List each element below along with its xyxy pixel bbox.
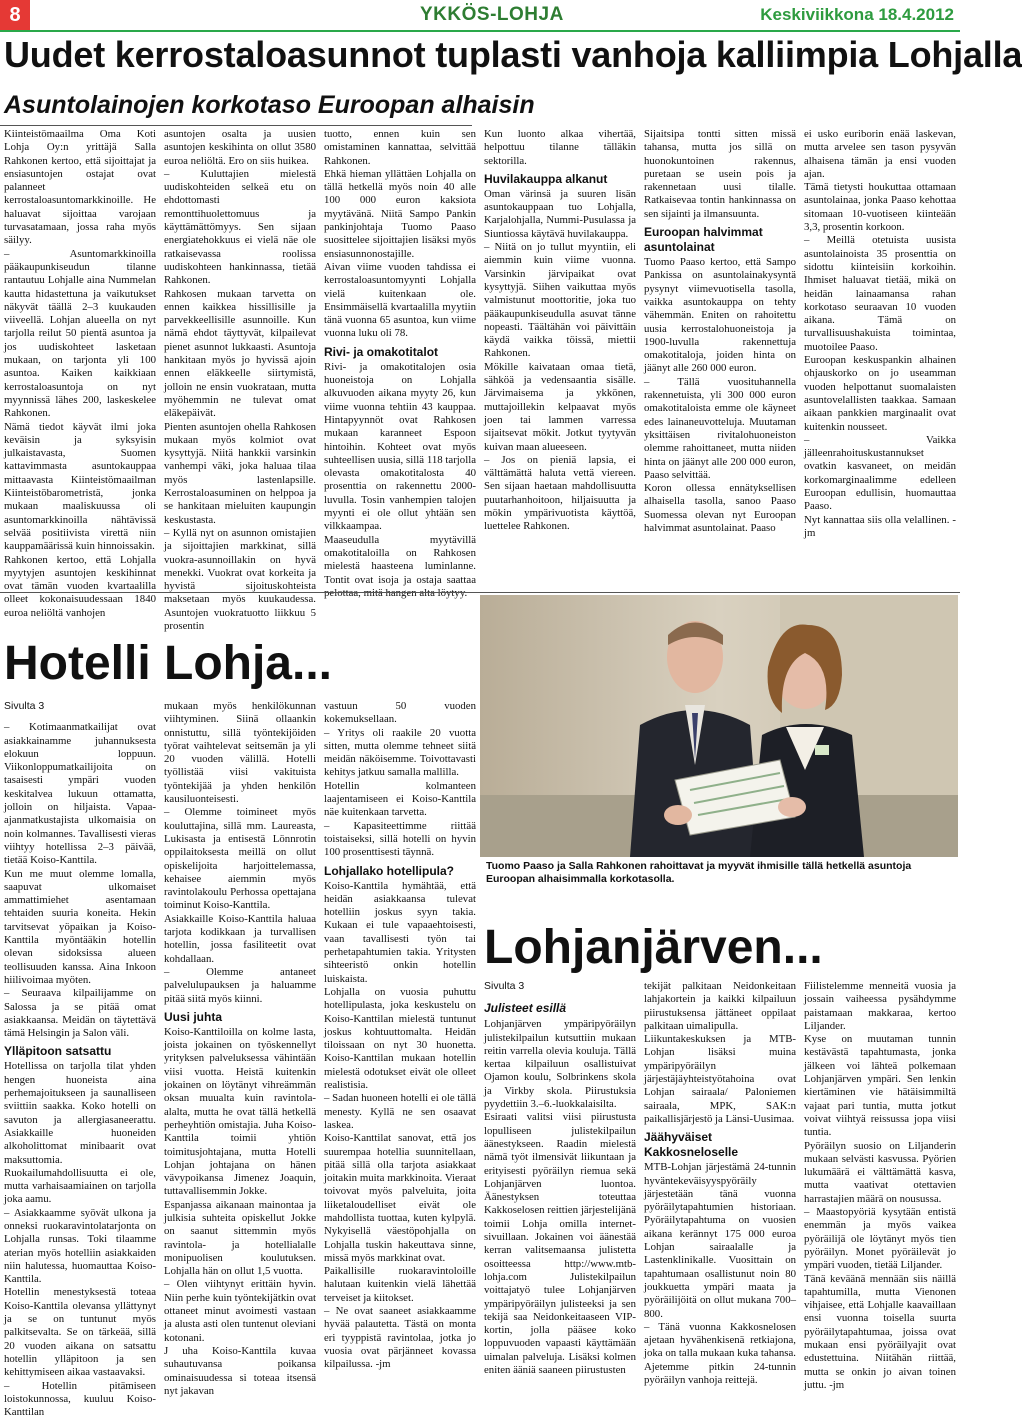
page-number: 8 — [0, 0, 30, 30]
article-paragraph: – Vaikka jälleenrahoituskustannukset ovatkin kasvaneet, on meidän korkomarginaalimme edelleen Euroopan edullisin, huomauttaa Paaso. — [804, 433, 956, 513]
article-paragraph: – Kyllä nyt on asunnon omistajien ja sijoittajien markkinat, sillä vuokra-asunnoillakin on hyvä menekki. Vuokrat ovat korkeita ja hyvistä sijoituskohteista maksetaan myös kuukaudessa. Asuntojen vuokratuotto liikkuu 5 prosentin — [164, 526, 316, 632]
article-headline: Uudet kerrostaloasunnot tuplasti vanhoja kalliimpia Lohjalla — [4, 34, 1022, 75]
article-subheading: Euroopan halvimmat asuntolainat — [644, 225, 763, 255]
lohjanjarven-column-3 — [804, 980, 956, 1390]
article-paragraph: Koiso-Kanttiloilla on kolme lasta, joista jokainen on työskennellyt yrityksen palveluksessa vähintään viisi vuotta. Heistä kuitenkin jokainen on löytänyt vihreämmän oksan muualta kuin ravintola-alalta, mutta he ovat tällä hetkellä perheyhtiön omistajia. Juha Koiso-Kanttila toimii yhtiön toimitusjohtajana, mutta Hotelli Lohjan johtajana on hänen vävypoikansa Jimenez Joaquin, tuttavallisemmin Jokke. — [164, 1025, 316, 1198]
article-paragraph: – Asiakkaamme syövät ulkona ja onneksi ruokaravintolatarjonta on Lohjalla runsas. Toki tilaamme aterian myös hotelliin asiakkaiden niin halutessa, huomauttaa Koiso-Kanttila. — [4, 1206, 156, 1286]
article-paragraph: Kun luonto alkaa vihertää, helpottuu tilanne tälläkin sektorilla. — [484, 128, 636, 167]
article-paragraph: asuntojen osalta ja uusien asuntojen keskihinta on ollut 3580 euroa neliöltä. Ero on siis huikea. — [164, 128, 316, 167]
hotelli-column-2 — [164, 700, 316, 1397]
divider — [0, 592, 960, 593]
article-paragraph: Hotellissa on tarjolla tilat yhden hengen huoneista aina perhemajoitukseen ja saunalliseen sviittiin saakka. Koko hotelli on savuton ja allergiasaneerattu. Asiakkaille huoneiden alkoholittomat minibaarit ovat maksuttomia. Ruokailumahdollisuutta ei ole, mutta varhaisaamiainen on tarjolla joka aamu. — [4, 1060, 156, 1206]
continuation-label: Sivulta 3 — [484, 980, 525, 992]
article-paragraph: Pienten asuntojen ohella Rahkosen mukaan myös kolmiot ovat kysyttyjä. Niitä hankkii varsinkin vanhempi väki, joka haluaa tilaa myös lastenlapsille. Kerrostaloasuminen on helppoa ja se hankitaan mieluiten kaupungin keskustasta. — [164, 420, 316, 526]
article-subheading: Lohjallako hotellipula? — [324, 863, 455, 878]
article-paragraph: – Maastopyöriä kysytään entistä enemmän ja myös vaikea pyöräilijä ole löytänyt myös tien pyöräilyn. Monet pyöräilevät jo ympäri vuoden, tietää Liljander. — [804, 1206, 956, 1272]
article-paragraph: Mökille kaivataan omaa tietä, sähköä ja vedensaantia sisälle. Järvimaisema ja ykkönen, muttajoillekin kelpaavat myös joen tai lammen varressa sijaitsevat mökit. Jotkut tyytyvän kuivan maan alueeseen. — [484, 360, 636, 453]
lohjanjarven-headline: Lohjanjärven... — [484, 921, 823, 974]
article-paragraph: – Sadan huoneen hotelli ei ole tällä menesty. Kyllä ne sen osaavat laskea. — [324, 1092, 476, 1131]
article-paragraph: – Kapasiteettimme riittää toistaiseksi, sillä hotelli on hyvin 100 prosenttisesti täynnä. — [324, 819, 476, 859]
article-paragraph: Koiso-Kanttilat sanovat, että jos suurempaa hotellia suunnitellaan, pitää sillä olla tarjota asiakkaat joitakin muita markkinoita. Vieraat toivovat myös palveluita, joita liiketaloudelliset eivät ole mahdollista tuottaa, kuten kylpylä. Nykyisellä väestöpohjalla on Lohjalla tuskin hakeuttava sinne, missä myös markkinat ovat. — [324, 1132, 476, 1264]
article-paragraph: – Olen viihtynyt erittäin hyvin. Niin perhe kuin työntekijätkin ovat ottaneet minut avoimesti vastaan ja alusta asti olen tuntenut oleviani kotonani. — [164, 1278, 316, 1344]
article-paragraph: – Olemme antaneet palvelulupauksen ja haluamme pitää siitä myös kiinni. — [164, 965, 316, 1005]
news-photo — [480, 595, 958, 857]
article-paragraph: – Hotellin pitämiseen loistokunnossa, kuuluu Koiso-Kanttilan — [4, 1379, 156, 1419]
article-column-6 — [804, 128, 956, 588]
article-subheading: Uusi juhta — [164, 1009, 223, 1024]
article-paragraph: Tänä keväänä mennään siis näillä tapahtumilla, mutta Vienonen vihjaisee, että Lohjalle kaavaillaan ensi vuonna toisella suurta pyöräilytapahtumaa, joissa ovat mukaan ensi pyöräilyajit ovat edustettuina. Niitähän riittää, mutta se onkin jo aivan toinen juttu. -jm — [804, 1272, 956, 1391]
article-subheading: Ylläpitoon satsattu — [4, 1044, 112, 1059]
issue-date: Keskiviikkona 18.4.2012 — [760, 5, 954, 24]
article-paragraph: J uha Koiso-Kanttila kuvaa suhautuvansa poikansa ominaisuudessa si toteaa itsensä nyt jakavan — [164, 1344, 316, 1397]
continuation-label: Sivulta 3 — [4, 700, 45, 712]
article-paragraph: Koiso-Kanttila hymähtää, että heidän asiakkaansa tulevat hotelliin joskus syyn takia. Kukaan ei tule vapaaehtoisesti, vaan tavallisesti työn tai perhetapahtumien takia. Yritysten sihteeristö onkin hotellin luiskaista. — [324, 879, 476, 985]
article-column-2 — [164, 128, 316, 632]
article-paragraph: Asiakkaille Koiso-Kanttila haluaa tarjota kodikkaan ja turvallisen hotellin, jossa fasiliteetit ovat kohdallaan. — [164, 912, 316, 965]
article-subheadline: Asuntolainojen korkotaso Euroopan alhaisin — [4, 91, 535, 119]
article-paragraph: Aivan viime vuoden tahdissa ei kerrostaloasuntomyynti Lohjalla vielä kuitenkaan ole. Ensimmäisellä kvartaalilla myytiin tänä vuonna 65 asuntoa, kun viime vuonna luku oli 78. — [324, 260, 476, 340]
article-paragraph: Fiilistelemme menneitä vuosia ja jossain vaiheessa pysähdymme paistamaan makkaraa, kertoo Liljander. — [804, 980, 956, 1032]
article-subheading: Rivi- ja omakotitalot — [324, 344, 439, 359]
article-paragraph: – Meillä otetuista uusista asuntolainoista 35 prosenttia on sidottu kiinteisiin korkoihin. Ihmiset haluavat tietää, mikä on heidän lainaamansa rahan korkotaso seuraavan 10 vuoden aikana. Tämä on turvallisuushakuista toimintaa, muotoilee Paaso. — [804, 234, 956, 353]
article-paragraph: mukaan myös henkilökunnan viihtyminen. Siinä ollaankin onnistuttu, sillä työntekijöiden työrat vaihtelevat seitsemän ja yli 20 vuoden välillä. Hotelli työllistää viisi vakituista työntekijää ja yhden henkilön kausiluonteisesti. — [164, 700, 316, 806]
article-paragraph: MTB-Lohjan järjestämä 24-tunnin hyväntekeväisyyspyöräily järjestetään tänä vuonna pyöräilytapahtumien historiaan. Pyöräilytapahtuma on vuosien aikana kerännyt 175 000 euroa Lohjan sairaalalle ja Lastenklinikalle. Vuosittain on tapahtumaan osallistunut noin 80 joukkuetta ympäri maata ja pyöräilijöitä on ollut mukana 700–800. — [644, 1161, 796, 1320]
article-paragraph: Rivi- ja omakotitalojen osia huoneistoja on Lohjalla alkuvuoden aikana myyty 26, kun viime vuonna tehtiin 43 kauppaa. Hintapyynnöt ovat Rahkosen mukaan karanneet Espoon hintoihin. Kohteet ovat myös suhteellisen uusia, sillä 118 tarjolla olevasta omakotitalosta 40 prosenttia on rakennettu 2000-luvulla. Tosin vanhempien talojen myynti ei ole ollut yhtään sen vilkkaampaa. — [324, 360, 476, 533]
article-paragraph: Kyse on muutaman tunnin kestävästä tapahtumasta, jonka jälkeen voi lähteä polkemaan Lohjanjärven ympäri. Sen lenkin kiertäminen vie hätäisimmiltä vajaat pari tuntia, mutta jotkut voivat viihtyä reissussa jopa viisi tuntia. — [804, 1033, 956, 1139]
article-paragraph: Hotellin kolmanteen laajentamiseen ei Koiso-Kanttila näe kuitenkaan tarvetta. — [324, 779, 476, 819]
article-paragraph: Liikuntakeskuksen ja MTB-Lohjan lisäksi muina ympäripyöräilyn järjestäjäyhteistyötahoina ovat Lohjan sairaala/ Paloniemen sairaala, MPK, SAK:n paikallisjärjestö ja Länsi-Uusimaa. — [644, 1033, 796, 1125]
article-paragraph: – Asuntomarkkinoilla pääkaupunkiseudun tilanne rantautuu Lohjalle aina Nummelan kautta hidastettuna ja vaikutukset näkyvät täällä 2–3 kuukauden viiveellä. Lohjan alueella on nyt tarjolla reilut 50 pientä asuntoa ja jos uudiskohteet lasketaan mukaan, on tarjonta yli 100 asuntoa. Kaiken kaikkiaan kerrostaloasuntoja on nyt myynnissä lähes 200, laskeskelee Rahkonen. — [4, 247, 156, 420]
divider — [0, 125, 472, 126]
article-paragraph: Pyöräilyn suosio on Liljanderin mukaan selvästi kasvussa. Pyörien lukumäärä ei välttämättä kasva, mutta vaativat otettavien harrastajien määrä on nousussa. — [804, 1139, 956, 1205]
article-paragraph: – Kotimaanmatkailijat ovat asiakkainamme juhannuksesta elokuun loppuun. Viikonloppumatkailijoita on tasaisesti ympäri vuoden keskitalvea lukuun ottamatta, jolloin on hiljaista. Vapaa-ajanmatkustajista ulkomaisia on noin kolmannes. Tavallisesti vieras viihtyy hotellissa 2–3 päivää, tietää Koiso-Kanttila. — [4, 721, 156, 867]
lohjanjarven-column-1 — [484, 980, 636, 1390]
hotelli-headline: Hotelli Lohja... — [4, 637, 333, 690]
article-subheading: Huvilakauppa alkanut — [484, 171, 608, 186]
article-paragraph: – Olemme toimineet myös kouluttajina, sillä mm. Laureasta, Lukisasta ja entisestä Lönnrotin oppilaitoksesta meillä on ollut opiskelijoita harjoittelemassa, kehaisee aiemmin myös ravintolakoulu Perhossa opettajana toiminut Koiso-Kanttila. — [164, 806, 316, 912]
article-paragraph: Tuomo Paaso kertoo, että Sampo Pankissa on asuntolainakysyntä pysynyt viimevuotisella tasolla, vaikka asuntokauppa on tehty vähemmän. Eniten on rahoitettu uusia kerrostalohuoneistoja ja 1900-luvulla rakennettuja omakotitaloja, joiden hinta on jäänyt alle 260 000 euron. — [644, 256, 796, 375]
article-paragraph: Paikallisille ruokaravintoloille halutaan kuitenkin vielä lähettää terveiset ja kiitokset. — [324, 1265, 476, 1304]
article-column-4 — [484, 128, 636, 588]
article-column-3 — [324, 128, 476, 588]
article-column-1 — [4, 128, 156, 619]
article-column-5 — [644, 128, 796, 588]
article-paragraph: ei usko euriborin enää laskevan, mutta arvelee sen tason pysyvän alhaisena tämän ja ensi vuoden ajan. — [804, 128, 956, 180]
article-paragraph: Lohjalla on vuosia puhuttu hotellipulasta, joka keskustelu on Koiso-Kanttilan mielestä tuntunut joskus kohtuuttomalta. Heidän tiloissaan on nyt 30 huonetta. Koiso-Kanttilan mukaan hotellin mielestä odotukset eivät ole olleet realistisia. — [324, 985, 476, 1092]
article-paragraph: Lohjanjärven ympäripyöräilyn julistekilpailun kutsuttiin mukaan reitin varrella olevia kouluja. Tällä kertaa kilpailuun osallistuivat Ojamon koulu, Solbrinkens skola ja Virkby skola. Piirustuksia pyydettiin 3.–6.-luokkalaisilta. — [484, 1018, 636, 1111]
article-paragraph: Ehkä hieman yllättäen Lohjalla on tällä hetkellä myös noin 40 alle 100 000 euron kaksiota myytävänä. Niitä Sampo Pankin pankinjohtaja Tuomo Paaso suosittelee sijoittajien lisäksi myös ensiasunnonostajille. — [324, 167, 476, 260]
hotelli-column-3 — [324, 700, 476, 1390]
photo-illustration — [480, 595, 958, 857]
article-paragraph: Sijaitsipa tontti sitten missä tahansa, mutta jos sillä on huonokuntoinen rakennus, puretaan se usein pois ja rakennetaan uusi tilalle. Ratkaisevaa tontin hankinnassa on sen sijainti ja ilmansuunta. — [644, 128, 796, 220]
paper-name: YKKÖS-LOHJA — [420, 4, 564, 25]
article-paragraph: tuotto, ennen kuin sen omistaminen kannattaa, selvittää Rahkonen. — [324, 128, 476, 167]
article-paragraph: Kiinteistömaailma Oma Koti Lohja Oy:n yrittäjä Salla Rahkonen kertoo, että sijoittajat ja ensiasuntojen ostajat ovat palanneet kerrostaloasuntomarkkinoille. He haluavat sijoittaa varojaan turvasatamaan, jossa raha myös säilyy. — [4, 128, 156, 247]
article-paragraph: Euroopan keskuspankin alhainen ohjauskorko on jo useamman vuoden helpottanut suomalaisten asuntovelallisten taakkaa. Samaan aikaan pankkien marginaalit ovat kuitenkin nousseet. — [804, 354, 956, 433]
article-paragraph: Rahkosen mukaan tarvetta on ennen kaikkea hissillisille ja parvekkeellisille asunnoille. Kun nämä ehdot täyttyvät, kilpailevat pienet asunnot lukkaasti. Asuntoja hankitaan myös jo hyvissä ajoin ennen eläkkeelle siirtymistä, jolloin ne ensin vuokrataan, mutta myöhemmin ne tulevat omat eläkepäivät. — [164, 287, 316, 420]
article-paragraph: Hotellin menestyksestä toteaa Koiso-Kanttila olevansa yllättynyt ja se on tuntunut myös palkitsevalta. Se on tärkeää, sillä 20 vuoden aikana on satsattu hotellin ylläpitoon ja sen kehittymiseen aikaa vastaavaksi. — [4, 1286, 156, 1379]
article-paragraph: Tämä tietysti houkuttaa ottamaan asuntolainaa, jonka Paaso kehottaa sitomaan 10-vuotiseen kiinteään 3,3, prosentin korkoon. — [804, 181, 956, 234]
article-paragraph: – Tänä vuonna Kakkosnelosen ajetaan hyvähenkisenä retkiajona, joka on talla mukaan kuka tahansa. Ajetemme pitkin 24-tunnin pyöräilyn vanhoja reittejä. — [644, 1320, 796, 1387]
article-paragraph: Nämä tiedot käyvät ilmi joka keväisin ja syksyisin julkaistavasta, Suomen kattavimmasta asuntokauppaa mittaavasta Kiinteistömaailman Kiinteistöbarometristä, jonka mukaan maaliskuussa oli asuntomarkkinoilla nähtävissä selvää positiivista virettä niin kauppamäärissä kuin hinnoissakin. — [4, 420, 156, 553]
article-paragraph: – Seuraava kilpailijamme on Salossa ja se pitää omat asiakkaansa. Meidän on täytettävä tämä Helsingin ja Salon väli. — [4, 987, 156, 1040]
hotelli-column-1 — [4, 700, 156, 1419]
article-paragraph: – Kuluttajien mielestä uudiskohteiden selkeä etu on ehdottomasti remonttihuolettomuus ja käyttämättömyys. Sen sijaan energiatehokkuus ei vielä näe ole ratkaisevassa roolissa uudiskohteen hankinnassa, tietää Rahkonen. — [164, 167, 316, 287]
article-paragraph: Oman värinsä ja suuren lisän asuntokauppaan tuo Lohjalla, Karjalohjalla, Nummi-Pusulassa ja Siuntiossa käytävä huvilakauppa. — [484, 187, 636, 240]
lohjanjarven-column-2 — [644, 980, 796, 1390]
article-paragraph: vastuun 50 vuoden kokemuksellaan. — [324, 700, 476, 726]
article-paragraph: Espanjassa aikanaan mainontaa ja julkisia suhteita opiskellut Jokke on saanut sittemmin myös ravintola- ja hotellialalle monipuolisen koulutuksen. Lohjalla hän on ollut 1,5 vuotta. — [164, 1198, 316, 1278]
article-paragraph: – Jos on pieniä lapsia, ei välttämättä haluta vettä viereen. Sen sijaan haetaan mahdollisuutta puutarhanhoitoon, hiljaisuutta ja mökin ympärivuotista käyttöä, luettelee Rahkonen. — [484, 453, 636, 533]
masthead — [0, 0, 960, 32]
article-paragraph: Nyt kannattaa siis olla velallinen. -jm — [804, 513, 956, 539]
article-paragraph: tekijät palkitaan Neidonkeitaan lahjakortein ja kaikki kilpailuun piirustuksensa jättäneet oppilaat palkitaan uimalipulla. — [644, 980, 796, 1032]
article-paragraph: Kun me muut olemme lomalla, saapuvat ulkomaiset ammattimiehet asentamaan tehtaiden suuria koneita. Hekin tarvitsevat yöpaikan ja Koiso-Kanttila myöntääkin hotellin olevan sidoksissa alueen teollisuuden kanssa. Aina Inkoon hiilivoimaa myöten. — [4, 867, 156, 986]
article-paragraph: – Yritys oli raakile 20 vuotta sitten, mutta olemme tehneet siitä meidän näköisemme. Toivottavasti kehitys jatkuu samalla mallilla. — [324, 726, 476, 779]
article-paragraph: – Niitä on jo tullut myyntiin, eli aiemmin kuin viime vuonna. Varsinkin järvipaikat ovat kysyttyjä. Siihen vaikuttaa myös valmistunut moottoritie, joka tuo pääkaupunkiseudulla asuvat tänne nopeasti. Täältähän voi päivittäin käydä vaikka töissä, miettii Rahkonen. — [484, 241, 636, 360]
article-paragraph: – Ne ovat saaneet asiakkaamme hyvää palautetta. Tästä on monta eri tyyppistä ravintolaa, jotka jo vuosia ovat pärjänneet kovassa kilpailussa. -jm — [324, 1305, 476, 1371]
article-paragraph: Rahkonen kertoo, että Lohjalla myytyjen asuntojen keskihinnat ovat tämän vuoden kvartaalilla olleet kokonaisuudessaan 1840 euroa neliöltä vanhojen — [4, 553, 156, 619]
article-subheading: Jäähyväiset Kakkosneloselle — [644, 1130, 739, 1160]
article-subheading: Julisteet esillä — [484, 1001, 567, 1016]
article-paragraph: Maaseudulla myytävillä omakotitaloilla on Rahkosen mielestä haasteena luminlanne. Tontit ovat isoja ja ostaja saattaa — [324, 533, 476, 586]
article-paragraph: Esiraati valitsi viisi piirustusta lopulliseen julistekilpailun äänestykseen. Raadin mielestä nämä työt ilmensivät liikuntaan ja erityisesti pyöräilyn riemua sekä Lohjanjärven luontoa. Äänestyksen toteuttaa Kakkoselosen reittien järjestelijänä toimii Lohja omilla internet-sivuillaan. Jokainen voi äänestää kerran valitsemaansa julistetta osoitteessa http://www.mtb-lohja.com Julistekilpailun voittajatyö tulee Lohjanjärven ympäripyöräilyn julisteeksi ja sen tekijä saa Neidonkeitaaseen VIP-kortin, jolla pääsee koko loppuvuoden vapaasti käyttämään uimalan palveluja. Lisäksi kolmen eniten ääniä saaneen piirustusten — [484, 1111, 636, 1377]
article-paragraph: Koron ollessa ennätyksellisen alhaisella tasolla, sanoo Paaso Suomessa olevan nyt Euroopan halvimmat asuntolainat. Paaso — [644, 482, 796, 535]
article-paragraph: – Tällä vuosituhannella rakennetuista, yli 300 000 euron omakotitaloista emme ole käyneet edes lainaneuvotteluja. Muutaman yksittäisen rivitalohuoneiston olemme rahoittaneet, mutta niiden hinta on jäänyt alle 200 000 euron, Paaso selvittää. — [644, 375, 796, 481]
photo-caption: Tuomo Paaso ja Salla Rahkonen rahoittavat ja myyvät ihmisille tällä hetkellä asuntoja Euroopan alhaisimmalla korkotasolla. — [486, 860, 912, 885]
